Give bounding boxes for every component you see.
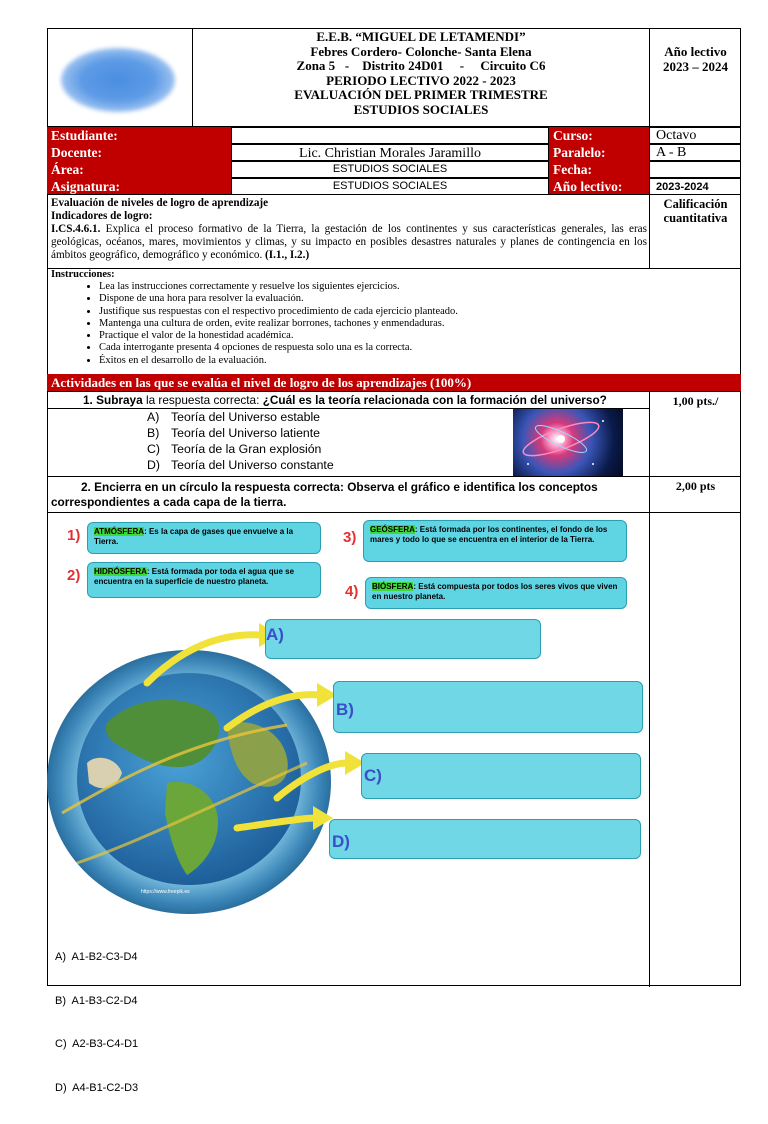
indicator-refs: (I.1., I.2.) xyxy=(265,249,310,261)
earth-diagram xyxy=(47,613,649,919)
year-value: 2023 – 2024 xyxy=(663,58,728,74)
instruction-item: • Practique el valor de la honestidad académica. xyxy=(99,330,741,342)
card-biosfera xyxy=(365,577,627,609)
card-atmosfera xyxy=(87,522,321,554)
galaxy-swirl xyxy=(513,409,623,476)
asignatura-label: Asignatura: xyxy=(47,178,231,195)
option-b-letter: B) xyxy=(147,426,160,440)
card-4-number: 4) xyxy=(345,583,359,600)
answer-box-d-label: D) xyxy=(332,832,350,851)
school-zone: Zona 5 - Distrito 24D01 - Circuito C6 xyxy=(296,58,546,73)
question-1 xyxy=(47,391,741,476)
header-title-block xyxy=(193,30,649,117)
fecha-label: Fecha: xyxy=(549,161,649,178)
card-1-tag: ATMÓSFERA xyxy=(94,527,145,536)
school-address: Febres Cordero- Colonche- Santa Elena xyxy=(310,43,532,59)
question-1-points: 1,00 pts./ xyxy=(649,392,741,477)
q2-option-d[interactable]: D) A4-B1-C2-D3 xyxy=(55,1081,139,1094)
indicator-code: I.CS.4.6.1. xyxy=(51,223,101,235)
subject-title: ESTUDIOS SOCIALES xyxy=(353,101,489,117)
instruction-item: • Justifique sus respuestas con el respectivo procedimiento de cada ejercicio planteado. xyxy=(99,306,741,318)
year-label: Año lectivo xyxy=(664,44,727,59)
option-b-text: Teoría del Universo latiente xyxy=(171,426,321,440)
anio-label: Año lectivo: xyxy=(549,178,649,195)
activities-title: Actividades en las que se evalúa el nivel de logro de los aprendizajes (100%) xyxy=(47,374,741,391)
image-watermark: https://www.freepik.es xyxy=(141,889,190,895)
answer-box-b-label: B) xyxy=(336,700,354,719)
instructions-label: Instrucciones: xyxy=(51,269,115,280)
indicator-text: Explica el proceso formativo de la Tierra, la gestación de los continentes y sus características generales, las eras geológicas, océanos, mares, movimientos y climas, y su impacto en posibles desastres naturales y planes de contingencia en los ámbitos geográfico, demográfico y económico. xyxy=(51,223,647,261)
card-2-number: 2) xyxy=(67,567,81,584)
school-logo xyxy=(61,48,175,112)
option-d-text: Teoría del Universo constante xyxy=(171,458,334,472)
option-d[interactable] xyxy=(147,457,477,473)
asignatura-value: ESTUDIOS SOCIALES xyxy=(231,178,549,195)
card-1-text: : Es la capa de gases que envuelve a la Tierra. xyxy=(94,527,294,546)
question-2-points: 2,00 pts xyxy=(649,477,741,987)
q2-option-b[interactable]: B) A1-B3-C2-D4 xyxy=(55,994,138,1007)
instructions-list xyxy=(47,281,741,367)
option-a-letter: A) xyxy=(147,410,160,424)
curso-label: Curso: xyxy=(549,127,649,144)
galaxy-image xyxy=(513,409,623,476)
docente-value: Lic. Christian Morales Jaramillo xyxy=(231,144,549,161)
question-2-divider xyxy=(47,512,741,513)
option-c[interactable] xyxy=(147,441,477,457)
card-3-text: : Está formada por los continentes, el fondo de los mares y todo lo que se encuentra en el interior de la Tierra. xyxy=(370,525,608,544)
docente-label: Docente: xyxy=(47,144,231,161)
answer-box-a-label: A) xyxy=(266,625,284,644)
instruction-item: • Éxitos en el desarrollo de la evaluación. xyxy=(99,355,741,367)
question-2-prompt: 2. Encierra en un círculo la respuesta correcta: Observa el gráfico e identifica los conceptos correspondientes a cada capa de la tierra. xyxy=(51,480,598,509)
evaluation-section xyxy=(47,194,741,268)
question-1-options xyxy=(147,409,477,473)
estudiante-field[interactable] xyxy=(231,127,549,144)
question-1-verb: Subraya xyxy=(96,393,143,407)
info-table xyxy=(47,126,741,194)
card-4-tag: BIÓSFERA xyxy=(372,582,414,591)
instruction-item: • Dispone de una hora para resolver la evaluación. xyxy=(99,293,741,305)
curso-value: Octavo xyxy=(649,127,741,144)
question-1-prompt xyxy=(83,393,649,408)
evaluation-title: Evaluación de niveles de logro de aprendizaje xyxy=(51,197,269,209)
answer-box-c-label: C) xyxy=(364,766,382,785)
q2-option-c[interactable]: C) A2-B3-C4-D1 xyxy=(55,1038,139,1050)
card-3-number: 3) xyxy=(343,529,357,546)
card-4-text: : Está compuesta por todos los seres vivos que viven en nuestro planeta. xyxy=(372,582,618,601)
option-a-text: Teoría del Universo estable xyxy=(171,410,321,424)
anio-value: 2023-2024 xyxy=(649,178,741,195)
evaluation-title: EVALUACIÓN DEL PRIMER TRIMESTRE xyxy=(294,87,548,102)
header xyxy=(47,28,741,126)
question-1-number: 1. xyxy=(83,393,93,407)
option-c-letter: C) xyxy=(147,442,160,456)
answer-box-d[interactable] xyxy=(329,819,641,859)
card-3-tag: GEÓSFERA xyxy=(370,525,415,534)
answer-box-b[interactable] xyxy=(333,681,643,733)
instruction-item: • Cada interrogante presenta 4 opciones de respuesta solo una es la correcta. xyxy=(99,342,741,354)
area-value: ESTUDIOS SOCIALES xyxy=(231,161,549,178)
card-1-number: 1) xyxy=(67,527,81,544)
question-1-middle: la respuesta correcta: xyxy=(142,393,263,407)
indicadores-label: Indicadores de logro: xyxy=(51,210,153,222)
answer-box-c[interactable] xyxy=(361,753,641,799)
card-2-tag: HIDRÓSFERA xyxy=(94,567,147,576)
logo-cell xyxy=(47,28,193,126)
estudiante-label: Estudiante: xyxy=(47,127,231,144)
option-a[interactable] xyxy=(147,409,477,425)
paralelo-value: A - B xyxy=(649,144,741,161)
question-2 xyxy=(47,476,741,1094)
instructions-section xyxy=(47,268,741,374)
indicator-description xyxy=(51,223,647,262)
option-c-text: Teoría de la Gran explosión xyxy=(171,442,322,456)
area-label: Área: xyxy=(47,161,231,178)
year-cell xyxy=(649,28,741,126)
instruction-item: • Lea las instrucciones correctamente y resuelve los siguientes ejercicios. xyxy=(99,281,741,293)
option-b[interactable] xyxy=(147,425,477,441)
answer-box-a[interactable] xyxy=(265,619,541,659)
option-d-letter: D) xyxy=(147,458,160,472)
school-name: E.E.B. “MIGUEL DE LETAMENDI” xyxy=(316,29,526,44)
school-period: PERIODO LECTIVO 2022 - 2023 xyxy=(326,72,516,88)
card-hidrosfera xyxy=(87,562,321,598)
fecha-field[interactable] xyxy=(649,161,741,178)
evaluation-text-block xyxy=(51,197,647,262)
card-2-text: : Está formada por toda el agua que se encuentra en la superficie de nuestro planeta. xyxy=(94,567,295,586)
question-1-text: ¿Cuál es la teoría relacionada con la formación del universo? xyxy=(262,393,607,407)
q2-option-a[interactable]: A) A1-B2-C3-D4 xyxy=(55,951,138,963)
question-2-options xyxy=(55,921,138,1124)
grade-label: Calificación cuantitativa xyxy=(649,195,741,269)
paralelo-label: Paralelo: xyxy=(549,144,649,161)
instruction-item: • Mantenga una cultura de orden, evite realizar borrones, tachones y enmendaduras. xyxy=(99,318,741,330)
card-geosfera xyxy=(363,520,627,562)
